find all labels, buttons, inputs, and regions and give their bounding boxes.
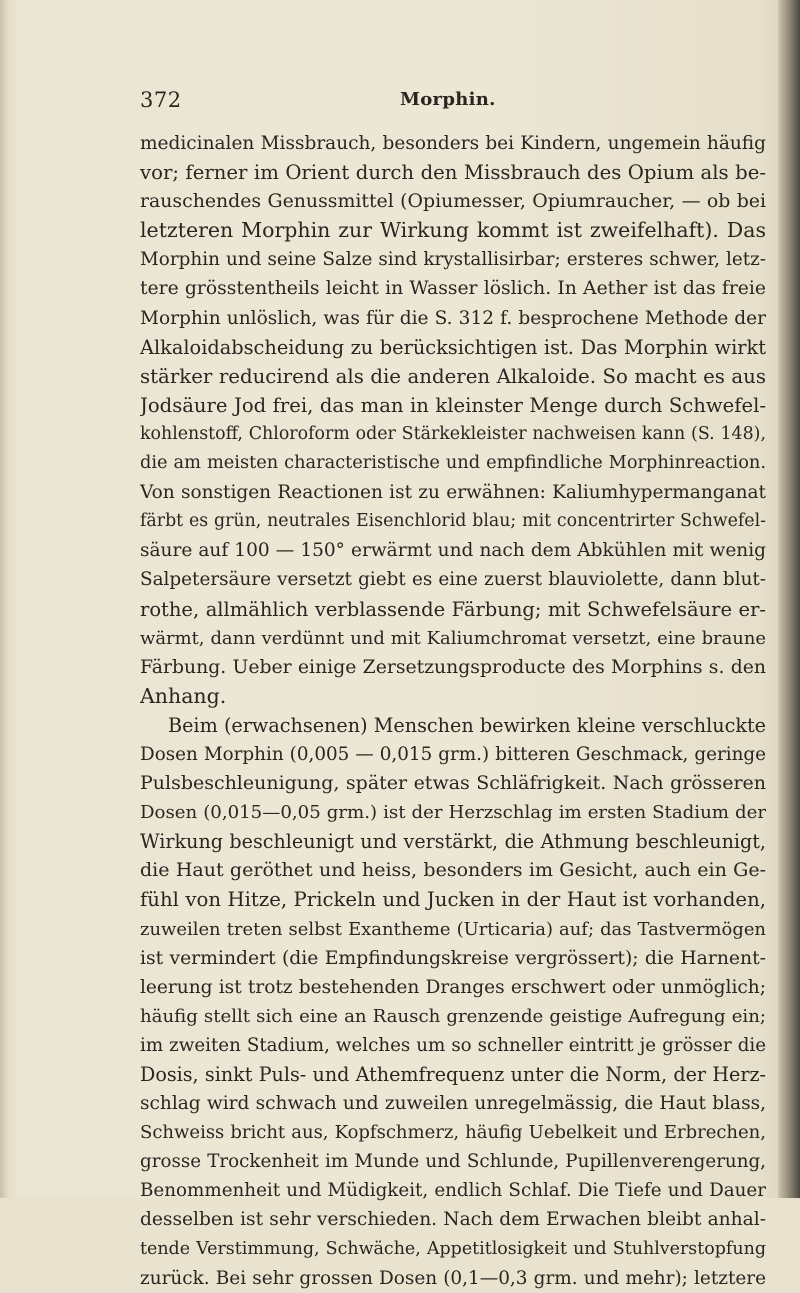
text-line: Färbung. Ueber einige Zersetzungsproducte des Morphins s. den xyxy=(140,656,766,678)
text-line: desselben ist sehr verschieden. Nach dem Erwachen bleibt anhal- xyxy=(140,1209,766,1231)
page-number: 372 xyxy=(140,88,182,112)
text-line: Schweiss bricht aus, Kopfschmerz, häufig Uebelkeit und Erbrechen, xyxy=(140,1122,766,1144)
text-line: stärker reducirend als die anderen Alkaloide. So macht es aus xyxy=(140,364,766,388)
text-line: letzteren Morphin zur Wirkung kommt ist zweifelhaft). Das xyxy=(140,218,766,243)
text-line: medicinalen Missbrauch, besonders bei Kindern, ungemein häufig xyxy=(140,133,766,154)
text-line: ist vermindert (die Empfindungskreise vergrössert); die Harnent- xyxy=(140,947,766,969)
text-line: Salpetersäure versetzt giebt es eine zuerst blauviolette, dann blut- xyxy=(140,569,766,591)
text-line: färbt es grün, neutrales Eisenchlorid blau; mit concentrirter Schwefel- xyxy=(140,511,766,532)
text-line: Dosis, sinkt Puls- und Athemfrequenz unter die Norm, der Herz- xyxy=(140,1063,766,1086)
text-line: grosse Trockenheit im Munde und Schlunde, Pupillenverengerung, xyxy=(140,1151,766,1173)
text-line: Morphin unlöslich, was für die S. 312 f. besprochene Methode der xyxy=(140,307,766,329)
text-line: leerung ist trotz bestehenden Dranges erschwert oder unmöglich; xyxy=(140,976,766,998)
running-title: Morphin. xyxy=(400,89,496,110)
text-line: Anhang. xyxy=(140,683,227,708)
text-line: im zweiten Stadium, welches um so schneller eintritt je grösser die xyxy=(140,1034,766,1056)
text-line: kohlenstoff, Chloroform oder Stärkekleister nachweisen kann (S. 148), xyxy=(140,423,766,444)
text-line: rauschendes Genussmittel (Opiumesser, Opiumraucher, — ob bei xyxy=(140,190,766,213)
text-line: Morphin und seine Salze sind krystallisirbar; ersteres schwer, letz- xyxy=(140,249,766,271)
text-line: zuweilen treten selbst Exantheme (Urticaria) auf; das Tastvermögen xyxy=(140,918,766,940)
text-line: säure auf 100 — 150° erwärmt und nach dem Abkühlen mit wenig xyxy=(140,540,766,562)
text-line: Alkaloidabscheidung zu berücksichtigen ist. Das Morphin wirkt xyxy=(140,335,766,359)
text-line: Jodsäure Jod frei, das man in kleinster Menge durch Schwefel- xyxy=(140,393,766,417)
body-text xyxy=(140,129,766,1293)
text-line: Von sonstigen Reactionen ist zu erwähnen: Kaliumhypermanganat xyxy=(140,482,766,504)
text-line: häufig stellt sich eine an Rausch grenzende geistige Aufregung ein; xyxy=(140,1005,766,1027)
text-line: Beim (erwachsenen) Menschen bewirken kleine verschluckte xyxy=(168,713,766,737)
text-line: schlag wird schwach und zuweilen unregelmässig, die Haut blass, xyxy=(140,1093,766,1115)
text-line: Dosen Morphin (0,005 — 0,015 grm.) bitteren Geschmack, geringe xyxy=(140,743,766,765)
text-line: die Haut geröthet und heiss, besonders im Gesicht, auch ein Ge- xyxy=(140,859,766,882)
text-line: fühl von Hitze, Prickeln und Jucken in der Haut ist vorhanden, xyxy=(140,888,766,912)
text-line: zurück. Bei sehr grossen Dosen (0,1—0,3 grm. und mehr); letztere xyxy=(140,1267,766,1289)
text-line: tere grösstentheils leicht in Wasser löslich. In Aether ist das freie xyxy=(140,278,766,300)
text-line: Dosen (0,015—0,05 grm.) ist der Herzschlag im ersten Stadium der xyxy=(140,802,766,824)
text-line: rothe, allmählich verblassende Färbung; mit Schwefelsäure er- xyxy=(140,597,766,621)
text-line: Benommenheit und Müdigkeit, endlich Schlaf. Die Tiefe und Dauer xyxy=(140,1180,766,1202)
text-line: vor; ferner im Orient durch den Missbrauch des Opium als be- xyxy=(140,161,766,185)
text-line: Wirkung beschleunigt und verstärkt, die Athmung beschleunigt, xyxy=(140,830,766,854)
text-line: wärmt, dann verdünnt und mit Kaliumchromat versetzt, eine braune xyxy=(140,627,766,649)
book-spine-shadow xyxy=(778,0,800,1198)
text-line: die am meisten characteristische und empfindliche Morphinreaction. xyxy=(140,453,766,474)
text-line: tende Verstimmung, Schwäche, Appetitlosigkeit und Stuhlverstopfung xyxy=(140,1238,766,1259)
text-line: Pulsbeschleunigung, später etwas Schläfrigkeit. Nach grösseren xyxy=(140,772,766,795)
running-head xyxy=(140,88,760,118)
page-left-edge xyxy=(0,0,8,1198)
